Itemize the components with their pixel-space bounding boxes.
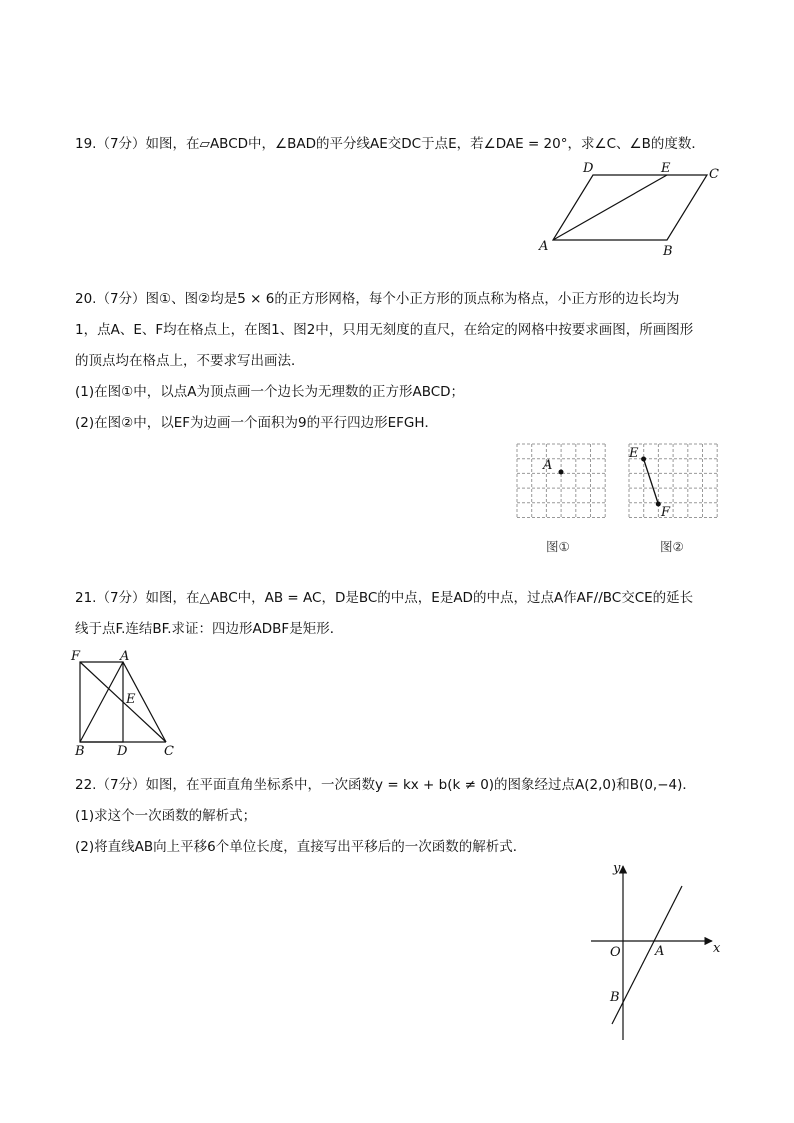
grid1-label-a: A [543, 458, 553, 473]
q20-part-2: (2)在图②中，以EF为边画一个面积为9的平行四边形EFGH． [75, 415, 439, 431]
grid-1-lines [517, 444, 605, 518]
axis-label-x: x [713, 941, 721, 956]
point-e [641, 457, 646, 462]
q22-coordinate-figure [585, 858, 725, 1048]
label-b: B [663, 244, 673, 259]
label-e: E [661, 161, 671, 176]
q21-rectangle-figure [66, 648, 186, 760]
label-a: A [120, 649, 130, 664]
grid2-label-f: F [661, 505, 671, 520]
label-a: A [539, 239, 549, 254]
label-d: D [117, 744, 128, 759]
label-c: C [709, 167, 719, 182]
segment-ab [80, 662, 123, 742]
q21-text-2: 线于点F.连结BF.求证：四边形ADBF是矩形． [75, 621, 344, 637]
q21-figure-svg [66, 648, 186, 760]
q22-part-2: (2)将直线AB向上平移6个单位长度，直接写出平移后的一次函数的解析式． [75, 839, 527, 855]
label-a: A [655, 944, 665, 959]
q19-parallelogram-figure [535, 158, 725, 258]
q20-part-1: (1)在图①中，以点A为顶点画一个边长为无理数的正方形ABCD； [75, 384, 465, 400]
q22-figure-svg [585, 858, 725, 1048]
label-o: O [610, 945, 621, 960]
q20-grid-figure-2 [624, 440, 724, 560]
segment-ef [644, 459, 659, 504]
parallelogram-abcd [553, 175, 707, 240]
q19-figure-svg [535, 158, 725, 258]
label-e: E [126, 692, 136, 707]
q22-text-1: 22.（7分）如图，在平面直角坐标系中，一次函数y = kx + b(k ≠ 0)的图象经过点A(2,0)和B(0,−4)． [75, 777, 696, 793]
q20-text-2: 1，点A、E、F均在格点上，在图1、图2中，只用无刻度的直尺，在给定的网格中按要求画图，所画图形 [75, 322, 694, 338]
q20-grid-figure-1 [512, 440, 612, 560]
grid-1-svg [512, 440, 612, 560]
bisector-ae [553, 175, 667, 240]
label-f: F [71, 649, 81, 664]
caption-fig-2: 图② [660, 539, 684, 554]
q20-text-3: 的顶点均在格点上，不要求写出画法． [75, 353, 305, 369]
label-d: D [583, 161, 594, 176]
label-b: B [75, 744, 85, 759]
q21-text-1: 21.（7分）如图，在△ABC中，AB = AC，D是BC的中点，E是AD的中点，过点A作AF//BC交CE的延长 [75, 590, 694, 606]
label-c: C [164, 744, 174, 759]
q19-text: 19.（7分）如图，在▱ABCD中，∠BAD的平分线AE交DC于点E，若∠DAE = 20°，求∠C、∠B的度数． [75, 136, 705, 152]
q20-text-1: 20.（7分）图①、图②均是5 × 6的正方形网格，每个小正方形的顶点称为格点，小正方形的边长均为 [75, 291, 680, 307]
q22-part-1: (1)求这个一次函数的解析式； [75, 808, 257, 824]
grid-2-lines [629, 444, 717, 518]
grid-2-svg [624, 440, 724, 560]
caption-fig-1: 图① [546, 539, 570, 554]
grid2-label-e: E [629, 446, 639, 461]
axis-label-y: y [613, 861, 621, 876]
point-a [559, 470, 564, 475]
label-b: B [610, 990, 620, 1005]
